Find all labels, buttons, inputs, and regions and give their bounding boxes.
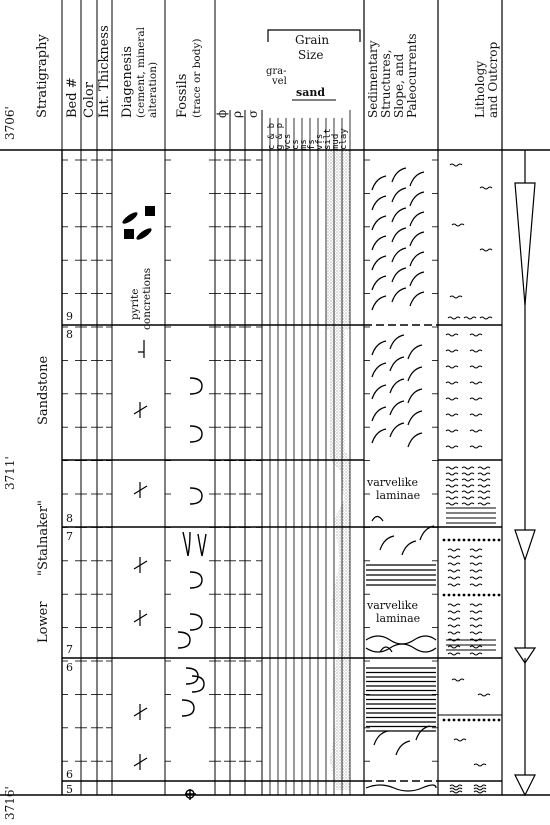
shale-dash	[446, 350, 458, 352]
shale-dash	[470, 611, 482, 613]
laminae-label-2: laminae	[376, 612, 421, 625]
shale-dash	[452, 224, 464, 226]
bed-number: 8	[66, 512, 73, 525]
shale-dash	[478, 467, 490, 469]
shale-dash	[470, 625, 482, 627]
ripple-mark	[392, 208, 406, 222]
shale-dash	[448, 653, 460, 655]
sand-dot	[483, 594, 485, 596]
shale-dash	[446, 430, 458, 432]
u-burrow-fossil	[190, 572, 202, 588]
wavy-lamina	[366, 636, 436, 644]
header-stratigraphy: Stratigraphy	[35, 34, 50, 118]
cement-symbol	[134, 482, 147, 498]
ripple-mark	[392, 288, 406, 302]
shale-dash	[450, 296, 462, 298]
shale-dash	[480, 249, 492, 251]
shale-dash	[448, 584, 460, 586]
ripple-mark	[410, 292, 424, 306]
sand-dot	[493, 719, 495, 721]
laminae-label-1: laminae	[376, 489, 421, 502]
sand-dot	[458, 594, 460, 596]
shale-dash	[446, 366, 458, 368]
ripple-mark	[372, 296, 386, 310]
shale-dash	[470, 366, 482, 368]
sand-dot	[443, 594, 445, 596]
shale-dash	[448, 577, 460, 579]
ripple-mark	[372, 236, 386, 250]
bed-number: 9	[66, 310, 73, 323]
grain-col-label: vfs	[315, 133, 325, 150]
ripple-mark	[372, 341, 386, 355]
ripple-mark	[390, 335, 404, 349]
varvelike-label-2: varvelike	[367, 599, 418, 612]
header-gravel1: gra-	[266, 66, 287, 77]
ripple-mark	[402, 541, 416, 555]
sand-dot	[478, 594, 480, 596]
shale-dash	[450, 164, 462, 166]
header-sigma: σ	[246, 109, 260, 118]
shale-dash	[470, 446, 482, 448]
sand-dot	[448, 594, 450, 596]
header-gravel2: vel	[272, 76, 287, 87]
shale-dash	[446, 485, 458, 487]
u-burrow-fossil	[190, 488, 202, 504]
shale-dash	[448, 563, 460, 565]
bed-number: 8	[66, 328, 73, 341]
ripple-mark	[408, 411, 422, 425]
grain-col-label: mud	[331, 133, 341, 150]
shale-dash	[446, 414, 458, 416]
depth-label-3716: 3716'	[3, 786, 17, 820]
sand-dot	[488, 594, 490, 596]
header-fossils: Fossils	[175, 73, 190, 118]
shale-dash	[462, 485, 474, 487]
shale-dash	[470, 398, 482, 400]
shale-dash	[446, 446, 458, 448]
sand-dot	[448, 719, 450, 721]
shale-dash	[448, 618, 460, 620]
bed-number: 6	[66, 768, 73, 781]
strat-sandstone: Sandstone	[36, 355, 51, 425]
shale-dash	[450, 785, 462, 787]
lithology-symbols	[443, 164, 500, 793]
shale-dash	[462, 491, 474, 493]
shale-dash	[446, 497, 458, 499]
varvelike-label-1: varvelike	[367, 476, 418, 489]
header-color: Color	[82, 82, 97, 118]
sand-dot	[458, 539, 460, 541]
sand-dot	[498, 719, 500, 721]
sand-dot	[443, 719, 445, 721]
header-fossils-sub: (trace or body)	[191, 38, 203, 118]
header-sed-1: Sedimentary	[366, 40, 380, 118]
ripple-mark	[396, 741, 410, 755]
shale-dash	[462, 503, 474, 505]
shale-dash	[478, 497, 490, 499]
header-sed-4: Paleocurrents	[405, 33, 419, 118]
header-rho: ρ	[230, 110, 244, 118]
sand-dot	[453, 539, 455, 541]
sand-dot	[493, 539, 495, 541]
sand-dot	[493, 594, 495, 596]
sand-dot	[483, 539, 485, 541]
shale-dash	[446, 479, 458, 481]
header-diagenesis: Diagenesis	[120, 46, 135, 118]
header-size: Size	[298, 48, 324, 62]
u-burrow-fossil	[182, 700, 194, 716]
shale-dash	[448, 570, 460, 572]
ripple-mark	[390, 423, 404, 437]
header-grain: Grain	[295, 33, 330, 47]
shale-dash	[446, 334, 458, 336]
header-lithology-2: and Outcrop	[486, 41, 500, 118]
bed-number: 7	[66, 530, 73, 543]
ripple-mark	[372, 407, 386, 421]
ripple-mark	[372, 196, 386, 210]
shale-dash	[448, 556, 460, 558]
sand-dot	[463, 594, 465, 596]
bed-number: 6	[66, 661, 73, 674]
trace-fossil-symbols	[178, 378, 206, 800]
shale-dash	[470, 350, 482, 352]
shale-dash	[448, 317, 460, 319]
ripple-mark	[410, 252, 424, 266]
sand-dot	[478, 719, 480, 721]
shale-dash	[446, 491, 458, 493]
shale-dash	[470, 334, 482, 336]
sand-dot	[458, 719, 460, 721]
shale-dash	[474, 764, 486, 766]
ripple-mark	[408, 367, 422, 381]
sand-dot	[488, 539, 490, 541]
shale-dash	[462, 467, 474, 469]
header-int-thickness: Int. Thickness	[97, 25, 112, 118]
shale-dash	[462, 473, 474, 475]
shale-dash	[452, 679, 464, 681]
shale-dash	[470, 632, 482, 634]
strat-lower: Lower	[36, 601, 51, 643]
ripple-mark	[390, 401, 404, 415]
header-phi: ϕ	[215, 109, 229, 118]
shale-dash	[454, 739, 466, 741]
grain-col-label: g & p	[275, 122, 285, 150]
shale-dash	[480, 187, 492, 189]
ripple-mark	[392, 268, 406, 282]
grain-size-profile	[326, 150, 350, 790]
sand-dot	[453, 719, 455, 721]
shale-dash	[470, 577, 482, 579]
ripple-mark	[372, 385, 386, 399]
sand-dot	[468, 719, 470, 721]
grain-col-label: vcs	[283, 133, 293, 150]
sand-dot	[498, 594, 500, 596]
grain-col-label: fs	[307, 139, 317, 150]
shale-dash	[470, 604, 482, 606]
sand-dot	[473, 719, 475, 721]
sand-dot	[478, 539, 480, 541]
shale-dash	[470, 584, 482, 586]
strat-stalnaker: "Stalnaker"	[36, 500, 51, 576]
ripple-mark	[392, 168, 406, 182]
sand-dot	[498, 539, 500, 541]
sand-dot	[483, 719, 485, 721]
depth-label-3711: 3711'	[3, 456, 17, 490]
header-sand: sand	[296, 86, 326, 99]
concretions-label: concretions	[141, 267, 153, 330]
sand-dot	[448, 539, 450, 541]
shale-dash	[470, 618, 482, 620]
grain-col-label: ms	[299, 139, 309, 150]
depth-label-3706: 3706'	[3, 106, 17, 140]
ripple-mark	[416, 726, 430, 740]
shale-dash	[474, 785, 486, 787]
shale-dash	[470, 382, 482, 384]
header-diagenesis-sub1: (cement, mineral	[135, 27, 147, 118]
shale-dash	[470, 646, 482, 648]
ripple-mark	[380, 536, 394, 550]
ripple-mark	[372, 176, 386, 190]
shale-dash	[480, 317, 492, 319]
ripple-mark	[372, 363, 386, 377]
pyrite-concretion-icon	[121, 206, 155, 242]
cement-symbols	[134, 340, 147, 770]
shale-dash	[448, 549, 460, 551]
shale-dash	[474, 791, 486, 793]
grain-col-label: c & b	[267, 122, 277, 150]
shale-dash	[448, 604, 460, 606]
cement-symbol	[134, 557, 147, 573]
shale-dash	[446, 503, 458, 505]
ripple-mark	[374, 731, 388, 745]
cement-symbol	[134, 402, 147, 418]
shale-dash	[446, 398, 458, 400]
ripple-mark	[372, 276, 386, 290]
grain-size-column-labels	[267, 123, 349, 150]
ripple-mark	[392, 188, 406, 202]
ripple-mark	[410, 232, 424, 246]
ripple-mark	[390, 379, 404, 393]
shale-dash	[470, 556, 482, 558]
shale-dash	[448, 646, 460, 648]
ripple-mark	[392, 248, 406, 262]
ripple-mark	[408, 389, 422, 403]
ripple-mark	[420, 526, 434, 540]
ripple-mark	[410, 212, 424, 226]
header-lithology-1: Lithology	[473, 60, 487, 118]
shale-dash	[470, 430, 482, 432]
shale-dash	[470, 653, 482, 655]
header-bed: Bed #	[65, 77, 80, 118]
shale-dash	[462, 479, 474, 481]
sand-dot	[473, 539, 475, 541]
shale-dash	[470, 549, 482, 551]
u-burrow-fossil	[178, 632, 190, 648]
ripple-mark	[372, 256, 386, 270]
shale-dash	[446, 467, 458, 469]
shale-dash	[450, 791, 462, 793]
bed-number: 5	[66, 783, 73, 796]
grain-col-label: silt	[323, 128, 333, 150]
header-sed-2: Structures,	[379, 49, 393, 118]
shale-dash	[448, 611, 460, 613]
ripple-mark	[410, 192, 424, 206]
ripple-mark	[392, 228, 406, 242]
shale-dash	[470, 570, 482, 572]
lens-symbol	[372, 517, 383, 522]
cement-symbol	[134, 610, 147, 626]
cement-symbol	[134, 754, 147, 770]
u-burrow-fossil	[190, 614, 202, 630]
u-burrow-fossil	[190, 426, 202, 442]
ripple-mark	[372, 429, 386, 443]
shale-dash	[470, 414, 482, 416]
shale-dash	[448, 625, 460, 627]
shale-dash	[446, 473, 458, 475]
sand-dot	[468, 539, 470, 541]
cement-symbol	[138, 340, 144, 358]
cement-symbol	[134, 704, 147, 720]
trend-arrows	[515, 150, 535, 795]
u-burrow-fossil	[190, 378, 202, 394]
sand-dot	[463, 719, 465, 721]
shale-dash	[448, 632, 460, 634]
ripple-mark	[372, 216, 386, 230]
header-diagenesis-sub2: alteration)	[147, 61, 159, 118]
shale-dash	[474, 788, 486, 790]
shale-dash	[446, 382, 458, 384]
shale-dash	[478, 491, 490, 493]
shale-dash	[478, 694, 490, 696]
shale-dash	[478, 473, 490, 475]
wavy-lamina	[366, 785, 436, 791]
sand-dot	[468, 594, 470, 596]
sand-dot	[488, 719, 490, 721]
header-sed-3: Slope, and	[392, 53, 406, 118]
shale-dash	[478, 485, 490, 487]
sand-dot	[463, 539, 465, 541]
ripple-mark	[410, 172, 424, 186]
ripple-mark	[410, 272, 424, 286]
ripple-mark	[408, 433, 422, 447]
shale-dash	[478, 479, 490, 481]
pyrite-label: pyrite	[129, 288, 141, 320]
shale-dash	[478, 503, 490, 505]
grain-col-label: clay	[339, 128, 349, 150]
wavy-lamina	[366, 644, 436, 652]
branching-fossil	[183, 532, 206, 556]
shale-dash	[470, 563, 482, 565]
grain-col-label: cs	[291, 139, 301, 150]
ripple-mark	[408, 345, 422, 359]
bed-number: 7	[66, 643, 73, 656]
shale-dash	[462, 497, 474, 499]
shale-dash	[464, 317, 476, 319]
sand-dot	[473, 594, 475, 596]
ripple-mark	[390, 357, 404, 371]
shale-dash	[450, 788, 462, 790]
sand-dot	[443, 539, 445, 541]
sand-dot	[453, 594, 455, 596]
